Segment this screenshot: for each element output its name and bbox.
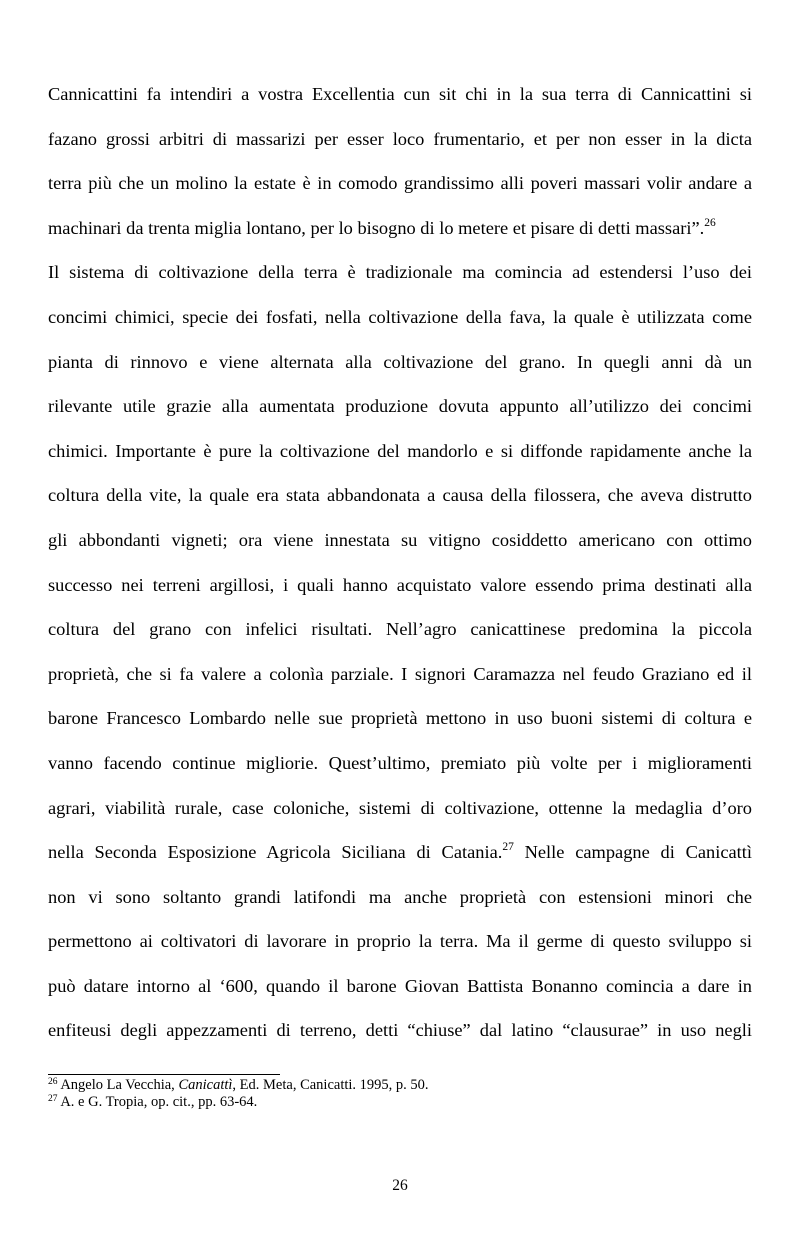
text-line bbox=[48, 696, 752, 741]
footnote-reference: 26 bbox=[704, 216, 716, 229]
text-line bbox=[48, 429, 752, 474]
text-run: machinari da trenta miglia lontano, per lo bisogno di lo metere et pisare di detti massari”. bbox=[48, 217, 705, 238]
text-line bbox=[48, 473, 752, 518]
footnote-separator bbox=[48, 1074, 280, 1075]
footnote-reference: 27 bbox=[502, 841, 514, 854]
footnote-number: 26 bbox=[48, 1077, 58, 1087]
text-run: non vi sono soltanto grandi latifondi ma anche proprietà con estensioni minori che bbox=[48, 886, 752, 907]
text-line bbox=[48, 563, 752, 608]
text-line bbox=[48, 250, 752, 295]
text-line bbox=[48, 652, 752, 697]
text-line bbox=[48, 384, 752, 429]
text-run: successo nei terreni argillosi, i quali hanno acquistato valore essendo prima destinati alla bbox=[48, 574, 752, 595]
text-line bbox=[48, 117, 752, 162]
italic-text: Canicattì bbox=[178, 1077, 233, 1093]
text-run: gli abbondanti vigneti; ora viene innestata su vitigno cosiddetto americano con ottimo bbox=[48, 529, 752, 550]
text-run: , Ed. Meta, Canicatti. 1995, p. 50. bbox=[232, 1077, 429, 1093]
text-line bbox=[48, 830, 752, 875]
footnotes bbox=[48, 1077, 752, 1111]
text-run: fazano grossi arbitri di massarizi per esser loco frumentario, et per non esser in la dicta bbox=[48, 128, 752, 149]
text-run: vanno facendo continue migliorie. Quest’ultimo, premiato più volte per i miglioramenti bbox=[48, 752, 752, 773]
text-run: Nelle campagne di Canicattì bbox=[513, 842, 752, 863]
text-run: chimici. Importante è pure la coltivazione del mandorlo e si diffonde rapidamente anche la bbox=[48, 440, 752, 461]
text-line bbox=[48, 295, 752, 340]
text-run: barone Francesco Lombardo nelle sue proprietà mettono in uso buoni sistemi di coltura e bbox=[48, 708, 752, 729]
footnote bbox=[48, 1094, 752, 1111]
text-run: Cannicattini fa intendiri a vostra Excellentia cun sit chi in la sua terra di Cannicattini si bbox=[48, 84, 752, 104]
text-line bbox=[48, 518, 752, 563]
text-line bbox=[48, 786, 752, 831]
text-line bbox=[48, 741, 752, 786]
text-run: terra più che un molino la estate è in comodo grandissimo alli poveri massari volir andare a bbox=[48, 173, 752, 194]
footnote-number: 27 bbox=[48, 1094, 58, 1104]
text-run: permettono ai coltivatori di lavorare in proprio la terra. Ma il germe di questo sviluppo si bbox=[48, 931, 752, 952]
text-line bbox=[48, 964, 752, 1009]
text-run: A. e G. Tropia, op. cit., pp. 63-64. bbox=[57, 1094, 258, 1110]
text-run: coltura del grano con infelici risultati. Nell’agro canicattinese predomina la piccola bbox=[48, 619, 752, 640]
text-line bbox=[48, 161, 752, 206]
text-line bbox=[48, 206, 752, 251]
text-run: concimi chimici, specie dei fosfati, nella coltivazione della fava, la quale è utilizzata come bbox=[48, 306, 752, 327]
text-run: può datare intorno al ‘600, quando il barone Giovan Battista Bonanno comincia a dare in bbox=[48, 975, 752, 996]
text-run: coltura della vite, la quale era stata abbandonata a causa della filossera, che aveva distrutto bbox=[48, 485, 752, 506]
text-line bbox=[48, 919, 752, 964]
text-run: rilevante utile grazie alla aumentata produzione dovuta appunto all’utilizzo dei concimi bbox=[48, 396, 752, 417]
text-run: proprietà, che si fa valere a colonìa parziale. I signori Caramazza nel feudo Graziano ed il bbox=[48, 663, 752, 684]
text-line bbox=[48, 607, 752, 652]
text-run: Angelo La Vecchia, bbox=[57, 1077, 179, 1093]
text-line bbox=[48, 875, 752, 920]
footnote bbox=[48, 1077, 752, 1094]
text-run: pianta di rinnovo e viene alternata alla coltivazione del grano. In quegli anni dà un bbox=[48, 351, 752, 372]
page-number: 26 bbox=[392, 1177, 408, 1194]
text-run: enfiteusi degli appezzamenti di terreno, detti “chiuse” dal latino “clausurae” in uso negli bbox=[48, 1020, 752, 1041]
text-line bbox=[48, 72, 752, 117]
text-run: Il sistema di coltivazione della terra è tradizionale ma comincia ad estendersi l’uso dei bbox=[48, 262, 752, 283]
text-line bbox=[48, 340, 752, 385]
text-run: nella Seconda Esposizione Agricola Siciliana di Catania. bbox=[48, 842, 503, 863]
text-run: agrari, viabilità rurale, case coloniche, sistemi di coltivazione, ottenne la medaglia d’oro bbox=[48, 797, 752, 818]
body-text bbox=[48, 72, 752, 1053]
text-line bbox=[48, 1008, 752, 1053]
